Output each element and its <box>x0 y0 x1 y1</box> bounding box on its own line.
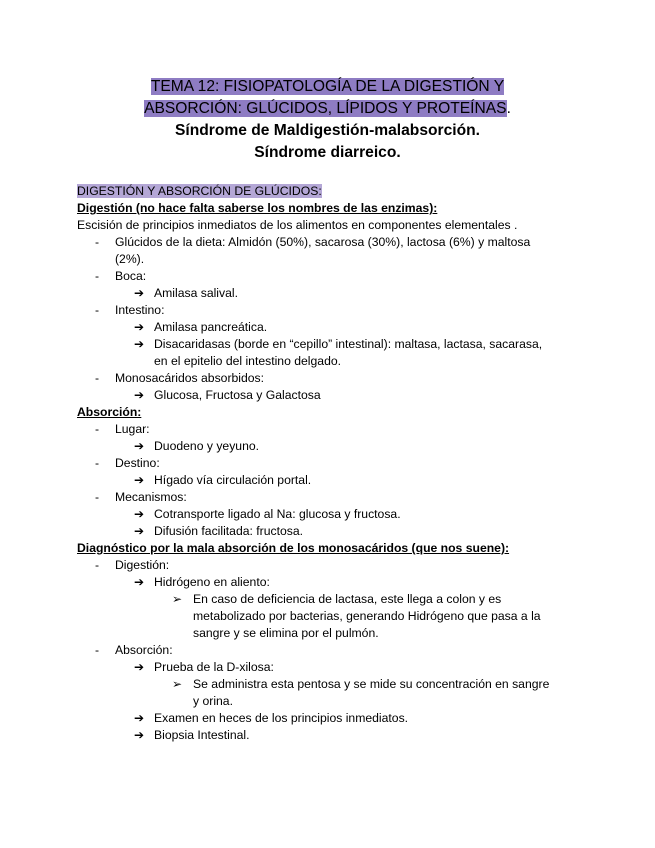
subtitle-2: Síndrome diarreico. <box>254 144 401 161</box>
list-item-continuation: sangre y se elimina por el pulmón. <box>193 626 379 640</box>
arrow-icon: ➔ <box>134 473 145 487</box>
dash-marker: - <box>95 490 100 504</box>
list-item: ➔ Cotransporte ligado al Na: glucosa y fructosa. <box>134 507 401 521</box>
list-item: ➢ En caso de deficiencia de lactasa, este llega a colon y es <box>172 592 502 606</box>
list-item: ➢ Se administra esta pentosa y se mide su concentración en sangre <box>172 677 550 691</box>
list-item: ➔ Hígado vía circulación portal. <box>134 473 312 487</box>
list-item: - Lugar: <box>95 422 150 436</box>
arrow-icon: ➔ <box>134 524 145 538</box>
list-item: ➔ Biopsia Intestinal. <box>134 728 250 742</box>
dash-marker: - <box>95 235 100 249</box>
list-item: ➔ Amilasa pancreática. <box>134 320 268 334</box>
list-item: - Destino: <box>95 456 160 470</box>
arrow-icon: ➔ <box>134 320 145 334</box>
dash-marker: - <box>95 371 100 385</box>
arrow-icon: ➔ <box>134 439 145 453</box>
list-item: - Mecanismos: <box>95 490 187 504</box>
list-item-continuation: (2%). <box>115 252 145 266</box>
list-item: ➔ Examen en heces de los principios inmediatos. <box>134 711 409 725</box>
title-period: . <box>506 100 511 117</box>
arrow-icon: ➔ <box>134 388 145 402</box>
dash-marker: - <box>95 422 100 436</box>
title-block <box>0 76 655 164</box>
list-item: - Monosacáridos absorbidos: <box>95 371 265 385</box>
dash-marker: - <box>95 456 100 470</box>
list-item: - Boca: <box>95 269 147 283</box>
chevron-arrow-icon: ➢ <box>172 677 183 691</box>
list-item: - Absorción: <box>95 643 173 657</box>
list-item: ➔ Glucosa, Fructosa y Galactosa <box>134 388 321 402</box>
arrow-icon: ➔ <box>134 660 145 674</box>
dash-marker: - <box>95 643 100 657</box>
content <box>77 183 597 744</box>
digestion-title: Digestión (no hace falta saberse los nombres de las enzimas): <box>77 201 438 215</box>
list-item-continuation: metabolizado por bacterias, generando Hidrógeno que pasa a la <box>193 609 541 623</box>
dash-marker: - <box>95 558 100 572</box>
dash-marker: - <box>95 303 100 317</box>
arrow-icon: ➔ <box>134 507 145 521</box>
list-item-continuation: en el epitelio del intestino delgado. <box>154 354 342 368</box>
list-item: ➔ Disacaridasas (borde en “cepillo” intestinal): maltasa, lactasa, sacarasa, <box>134 337 543 351</box>
list-item: ➔ Duodeno y yeyuno. <box>134 439 260 453</box>
arrow-icon: ➔ <box>134 711 145 725</box>
dash-marker: - <box>95 269 100 283</box>
absorcion-title: Absorción: <box>77 405 142 419</box>
arrow-icon: ➔ <box>134 337 145 351</box>
arrow-icon: ➔ <box>134 286 145 300</box>
list-item-continuation: y orina. <box>193 694 233 708</box>
list-item: ➔ Difusión facilitada: fructosa. <box>134 524 304 538</box>
arrow-icon: ➔ <box>134 575 145 589</box>
list-item: ➔ Amilasa salival. <box>134 286 238 300</box>
section-heading: DIGESTIÓN Y ABSORCIÓN DE GLÚCIDOS: <box>77 184 322 198</box>
list-item: - Digestión: <box>95 558 170 572</box>
title-line-1: TEMA 12: FISIOPATOLOGÍA DE LA DIGESTIÓN Y <box>150 78 505 95</box>
title-line-2: ABSORCIÓN: GLÚCIDOS, LÍPIDOS Y PROTEÍNAS <box>144 100 507 117</box>
list-item: ➔ Hidrógeno en aliento: <box>134 575 270 589</box>
arrow-icon: ➔ <box>134 728 145 742</box>
digestion-intro: Escisión de principios inmediatos de los alimentos en componentes elementales . <box>77 218 518 232</box>
subtitle-1: Síndrome de Maldigestión-malabsorción. <box>175 122 480 139</box>
list-item: - Glúcidos de la dieta: Almidón (50%), sacarosa (30%), lactosa (6%) y maltosa <box>95 235 531 249</box>
diagnostico-title: Diagnóstico por la mala absorción de los monosacáridos (que nos suene): <box>77 541 510 555</box>
list-item: ➔ Prueba de la D-xilosa: <box>134 660 274 674</box>
list-item: - Intestino: <box>95 303 165 317</box>
chevron-arrow-icon: ➢ <box>172 592 183 606</box>
